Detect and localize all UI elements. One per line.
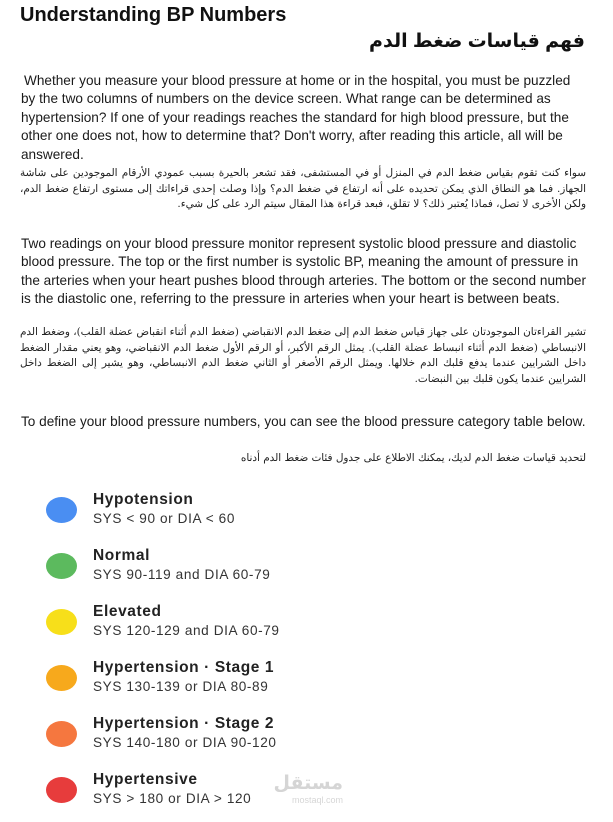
readings-paragraph: Two readings on your blood pressure monitor represent systolic blood pressure and diastolic blood pressure. The top or the first number is systolic BP, meaning the amount of pressure in the arteries when your heart pushes blood through arteries. The bottom or the second number is the diastolic one, referring to the pressure in arteries when your heart is between beats. — [21, 236, 586, 307]
category-name: Hypertension · Stage 1 — [93, 659, 275, 676]
page-title-arabic: فهم قياسات ضغط الدم — [369, 31, 585, 52]
category-name: Hypertension · Stage 2 — [93, 715, 275, 732]
status-dot-icon — [46, 777, 77, 803]
category-range: SYS 90-119 and DIA 60-79 — [93, 567, 271, 582]
category-name: Hypertensive — [93, 771, 198, 788]
status-dot-icon — [46, 609, 77, 635]
category-range: SYS 140-180 or DIA 90-120 — [93, 735, 277, 750]
watermark-logo — [273, 772, 343, 816]
category-range: SYS 120-129 and DIA 60-79 — [93, 623, 280, 638]
page-title: Understanding BP Numbers — [20, 4, 287, 26]
readings-paragraph-arabic: تشير القراءتان الموجودتان على جهاز قياس ضغط الدم إلى ضغط الدم الانقباضي (ضغط الدم أثناء انقباض عضلة القلب)، وضغط الدم الانبساطي (ضغط الدم أثناء انبساط عضلة القلب). يمثل الرقم الأكبر، أو الرقم الأول ضغط الدم الانقباضي، وهو يعني مقدار الضغط داخل الشرايين عندما يدفع قلبك الدم خلالها. ويمثل الرقم الأصغر أو الثاني ضغط الدم الانبساطي، وهو يشير إلى الضغط داخل الشرايين عندما يكون قلبك بين النبضات. — [19, 326, 586, 385]
intro-paragraph: Whether you measure your blood pressure at home or in the hospital, you must be puzzled by the two columns of numbers on the device screen. What range can be determined as hypertension? If one of your readings reaches the standard for high blood pressure, but the other one does not, how to determine that? Don't worry, after reading this article, all will be answered. — [21, 73, 571, 162]
intro-paragraph-arabic: سواء كنت تقوم بقياس ضغط الدم في المنزل أو في المستشفى، فقد تشعر بالحيرة بسبب عمودي الأرقام الموجودين على شاشة الجهاز. فما هو النطاق الذي يمكن تحديده على أنه ارتفاع في ضغط الدم؟ وإذا وصلت إحدى قراءاتك إلى مستوى ارتفاع ضغط الدم، ولكن الأخرى لا تصل، فماذا يُعتبر ذلك؟ لا تقلق، فبعد قراءة هذا المقال سيتم الرد على كل شيء. — [20, 167, 586, 211]
category-range: SYS > 180 or DIA > 120 — [93, 791, 252, 806]
category-name: Elevated — [93, 603, 162, 620]
category-name: Normal — [93, 547, 151, 564]
category-name: Hypotension — [93, 491, 194, 508]
status-dot-icon — [46, 497, 77, 523]
table-intro-paragraph: To define your blood pressure numbers, you can see the blood pressure category table below. — [21, 414, 586, 429]
watermark-text: mostaql.com — [291, 795, 343, 805]
status-dot-icon — [46, 665, 77, 691]
category-range: SYS 130-139 or DIA 80-89 — [93, 679, 269, 694]
status-dot-icon — [46, 721, 77, 747]
category-range: SYS < 90 or DIA < 60 — [93, 511, 235, 526]
status-dot-icon — [46, 553, 77, 579]
watermark-text-arabic: مستقل — [273, 773, 343, 794]
table-intro-paragraph-arabic: لتحديد قياسات ضغط الدم لديك، يمكنك الاطلاع على جدول فئات ضغط الدم أدناه — [240, 452, 586, 464]
